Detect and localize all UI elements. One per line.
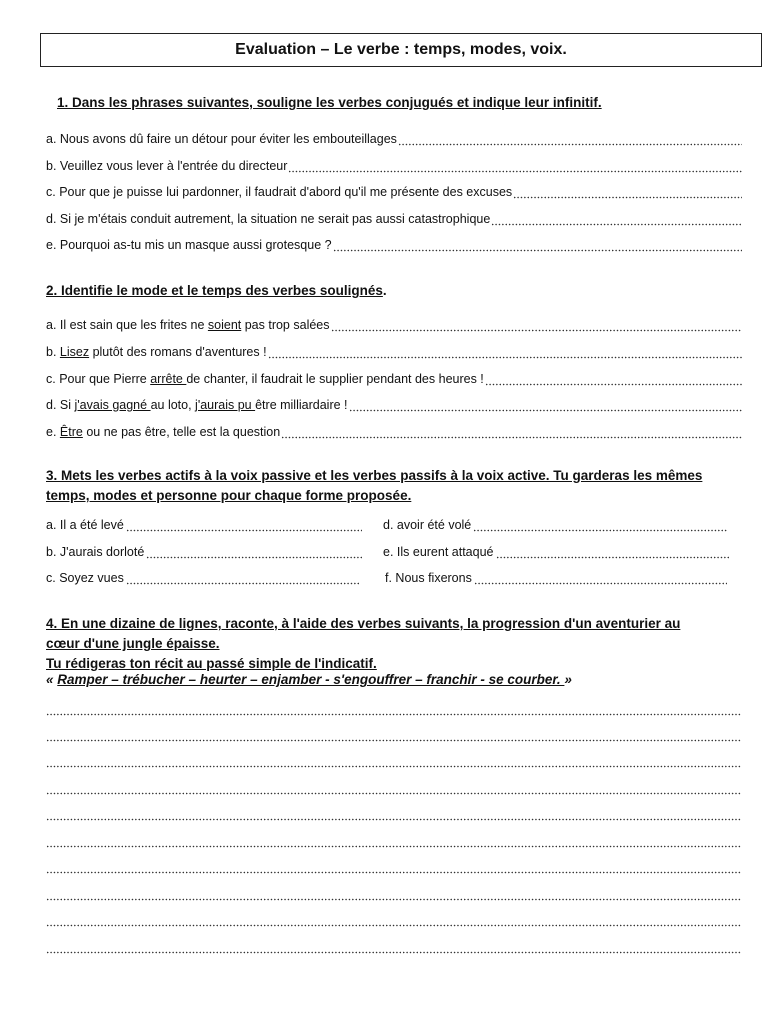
section1-item-e[interactable]: e. Pourquoi as-tu mis un masque aussi grotesque ?: [46, 236, 742, 252]
answer-dots: [146, 547, 362, 559]
writing-line[interactable]: [46, 817, 742, 821]
section2-heading: 2. Identifie le mode et le temps des verbes soulignés.: [46, 283, 387, 298]
section3-item-c[interactable]: c. Soyez vues: [46, 569, 360, 585]
section2-item-c[interactable]: c. Pour que Pierre arrête de chanter, il faudrait le supplier pendant des heures !: [46, 370, 742, 386]
section1-item-c[interactable]: c. Pour que je puisse lui pardonner, il faudrait d'abord qu'il me présente des excuses: [46, 183, 742, 199]
underlined-verb: j'aurais pu: [195, 398, 256, 412]
answer-dots: [485, 374, 742, 386]
writing-line[interactable]: [46, 844, 742, 848]
section2-item-d[interactable]: d. Si j'avais gagné au loto, j'aurais pu être milliardaire !: [46, 396, 742, 412]
section1-heading: 1. Dans les phrases suivantes, souligne les verbes conjugués et indique leur infinitif.: [57, 95, 602, 110]
answer-dots: [331, 320, 743, 332]
page-title: [40, 33, 762, 67]
answer-dots: [268, 347, 742, 359]
underlined-verb: Lisez: [59, 345, 90, 359]
writing-line[interactable]: [46, 950, 742, 954]
underlined-verb: soient: [207, 318, 242, 332]
underlined-verb: Être: [59, 425, 83, 439]
answer-dots: [126, 573, 360, 585]
section4-heading-line3: Tu rédigeras ton récit au passé simple de l'indicatif.: [46, 656, 377, 671]
answer-dots: [349, 400, 743, 412]
writing-line[interactable]: [46, 923, 742, 927]
verb-list: « Ramper – trébucher – heurter – enjamber - s'engouffrer – franchir - se courber. »: [46, 672, 572, 687]
section3-item-e[interactable]: e. Ils eurent attaqué: [383, 543, 729, 559]
answer-dots: [513, 187, 742, 199]
answer-dots: [126, 520, 362, 532]
section2-item-e[interactable]: e. Être ou ne pas être, telle est la question: [46, 423, 742, 439]
section1-item-b[interactable]: b. Veuillez vous lever à l'entrée du directeur: [46, 157, 742, 173]
section2-item-b[interactable]: b. Lisez plutôt des romans d'aventures !: [46, 343, 742, 359]
page-title-text: Evaluation – Le verbe : temps, modes, voix.: [235, 41, 567, 58]
section4-heading-line2: cœur d'une jungle épaisse.: [46, 636, 220, 651]
section3-item-a[interactable]: a. Il a été levé: [46, 516, 362, 532]
writing-line[interactable]: [46, 791, 742, 795]
section3-heading-line1: 3. Mets les verbes actifs à la voix passive et les verbes passifs à la voix active. Tu garderas les mêmes: [46, 468, 703, 483]
answer-dots: [288, 161, 742, 173]
answer-dots: [281, 427, 742, 439]
answer-dots: [473, 520, 727, 532]
section3-item-d[interactable]: d. avoir été volé: [383, 516, 727, 532]
answer-dots: [496, 547, 730, 559]
underlined-verb: j'avais gagné: [74, 398, 151, 412]
answer-dots: [474, 573, 727, 585]
writing-line[interactable]: [46, 712, 742, 716]
section1-item-a[interactable]: a. Nous avons dû faire un détour pour éviter les embouteillages: [46, 130, 742, 146]
writing-line[interactable]: [46, 764, 742, 768]
section1-item-d[interactable]: d. Si je m'étais conduit autrement, la situation ne serait pas aussi catastrophique: [46, 210, 742, 226]
writing-line[interactable]: [46, 897, 742, 901]
section4-heading-line1: 4. En une dizaine de lignes, raconte, à l'aide des verbes suivants, la progression d'un aventurier au: [46, 616, 681, 631]
writing-line[interactable]: [46, 870, 742, 874]
section3-heading-line2: temps, modes et personne pour chaque forme proposée.: [46, 488, 412, 503]
answer-dots: [333, 240, 742, 252]
section3-item-b[interactable]: b. J'aurais dorloté: [46, 543, 362, 559]
answer-dots: [491, 214, 742, 226]
section3-item-f[interactable]: f. Nous fixerons: [385, 569, 727, 585]
answer-dots: [398, 134, 742, 146]
section2-item-a[interactable]: a. Il est sain que les frites ne soient pas trop salées: [46, 316, 742, 332]
underlined-verb: arrête: [150, 372, 187, 386]
writing-line[interactable]: [46, 738, 742, 742]
